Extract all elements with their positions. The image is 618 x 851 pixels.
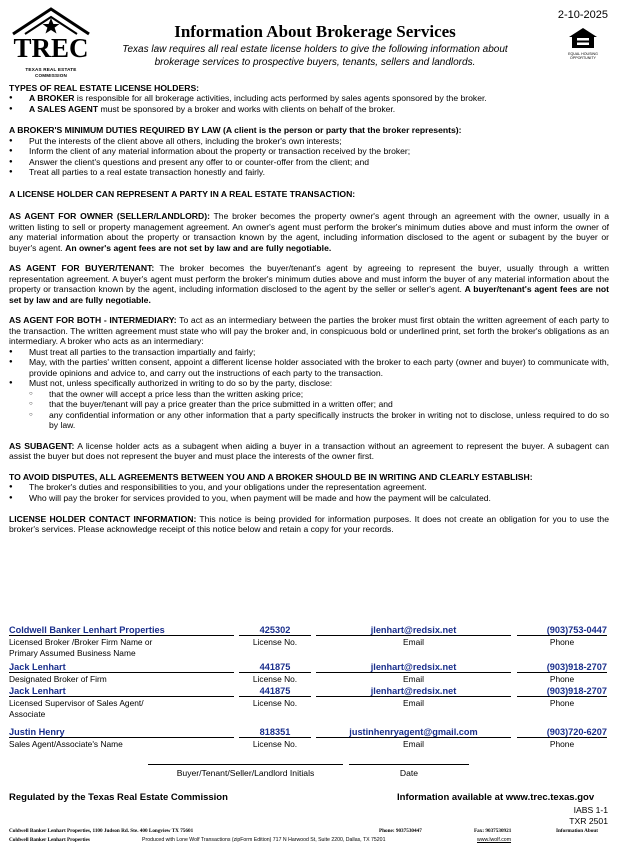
sales-agent-definition: must be sponsored by a broker and works with clients on behalf of the broker. bbox=[98, 103, 396, 114]
sub-list-item: ○ that the owner will accept a price less than the written asking price; bbox=[9, 389, 609, 399]
supervisor-label-1: Licensed Supervisor of Sales Agent/ bbox=[9, 698, 144, 708]
info-available: Information available at www.trec.texas.gov bbox=[397, 792, 595, 803]
buyer-agent-label: AS AGENT FOR BUYER/TENANT: bbox=[9, 263, 155, 274]
list-item: ● Answer the client's questions and present any offer to or counter-offer from the client; and bbox=[9, 157, 609, 167]
phone-label: Phone bbox=[549, 637, 575, 647]
table-row bbox=[9, 625, 609, 637]
house-roof-star-icon bbox=[9, 6, 93, 36]
represent-heading: A LICENSE HOLDER CAN REPRESENT A PARTY IN A REAL ESTATE TRANSACTION: bbox=[9, 188, 356, 199]
buyer-agent-text: The broker becomes the buyer/tenant's agent by agreeing to represent the buyer, usually through a written representation agreement. A buyer's agent must perform the broker's minimum duties above and must inform the buyer of any material information about the property or transaction known by the agent, including information disclosed to the agent by the seller or seller's agent. bbox=[9, 263, 610, 295]
types-heading: TYPES OF REAL ESTATE LICENSE HOLDERS: bbox=[9, 83, 200, 93]
form-date: 2-10-2025 bbox=[557, 9, 608, 21]
broker-term: A BROKER bbox=[29, 93, 75, 104]
initials-line[interactable] bbox=[148, 764, 343, 765]
list-item bbox=[9, 93, 609, 103]
subagent-paragraph bbox=[9, 441, 609, 462]
email-field[interactable]: jlenhart@redsix.net bbox=[316, 686, 511, 697]
list-item: ● The broker's duties and responsibilities to you, and your obligations under the representation agreement. bbox=[9, 482, 609, 492]
subagent-text: A license holder acts as a subagent when aiding a buyer in a transaction without an agreement to represent the buyer. A subagent can assist the buyer but does not represent the buyer and must place the interests of the owner first. bbox=[9, 440, 609, 462]
office-phone: Phone: 9037530447 bbox=[379, 828, 422, 834]
email-label: Email bbox=[403, 674, 424, 684]
license-label: License No. bbox=[252, 739, 298, 749]
broker-definition: is responsible for all brokerage activities, including acts performed by sales agents sponsored by the broker. bbox=[74, 93, 487, 104]
regulated-by: Regulated by the Texas Real Estate Commission bbox=[9, 792, 228, 803]
form-id-2: TXR 2501 bbox=[569, 816, 608, 826]
license-label: License No. bbox=[252, 674, 298, 684]
buyer-agent-paragraph bbox=[9, 263, 609, 305]
supervisor-field[interactable]: Jack Lenhart bbox=[9, 686, 234, 697]
disputes-heading: TO AVOID DISPUTES, ALL AGREEMENTS BETWEEN YOU AND A BROKER SHOULD BE IN WRITING AND CLEARLY ESTABLISH: bbox=[9, 471, 533, 482]
sub-list-item: ○ that the buyer/tenant will pay a price greater than the price submitted in a written offer; and bbox=[9, 399, 609, 409]
phone-label: Phone bbox=[549, 739, 575, 749]
list-item: ● Inform the client of any material information about the property or transaction received by the broker; bbox=[9, 146, 609, 156]
phone-field[interactable]: (903)918-2707 bbox=[517, 662, 607, 673]
sales-agent-term: A SALES AGENT bbox=[29, 103, 99, 114]
sub-list-item: ○ any confidential information or any other information that a party specifically instructs the broker in writing not to disclose, unless required to do so by law. bbox=[9, 410, 609, 431]
broker-firm-label-2: Primary Assumed Business Name bbox=[9, 648, 136, 658]
license-field[interactable]: 818351 bbox=[239, 727, 311, 738]
intermediary-label: AS AGENT FOR BOTH - INTERMEDIARY: bbox=[9, 315, 177, 326]
email-field[interactable]: jlenhart@redsix.net bbox=[316, 662, 511, 673]
owner-agent-label: AS AGENT FOR OWNER (SELLER/LANDLORD): bbox=[9, 211, 210, 222]
list-item: ● Must treat all parties to the transaction impartially and fairly; bbox=[9, 347, 609, 357]
office-address: Coldwell Banker Lenhart Properties, 1100 Judson Rd. Ste. 400 Longview TX 75601 bbox=[9, 828, 194, 834]
form-id-1: IABS 1-1 bbox=[573, 805, 608, 815]
email-label: Email bbox=[403, 637, 424, 647]
equal-housing-icon bbox=[568, 27, 598, 49]
list-item: ● Put the interests of the client above all others, including the broker's own interests; bbox=[9, 136, 609, 146]
contact-info-text: This notice is being provided for information purposes. It does not create an obligation for you to use the broker's services. Please acknowledge receipt of this notice below and retain a copy for your records. bbox=[9, 513, 609, 535]
produced-with: Produced with Lone Wolf Transactions (zipForm Edition) 717 N Harwood St, Suite 2200, Dallas, TX 75201 bbox=[142, 837, 386, 843]
sales-agent-field[interactable]: Justin Henry bbox=[9, 727, 234, 738]
broker-firm-label-1: Licensed Broker /Broker Firm Name or bbox=[9, 637, 153, 647]
license-label: License No. bbox=[252, 637, 298, 647]
intermediary-text: To act as an intermediary between the parties the broker must first obtain the written agreement of each party to the transaction. The written agreement must state who will pay the broker and, in conspicuous bold or underlined print, set forth the broker's obligations as an intermediary. A broker who acts as an intermediary: bbox=[9, 315, 609, 347]
phone-label: Phone bbox=[549, 674, 575, 684]
logo-mark: TREC bbox=[13, 33, 89, 63]
email-label: Email bbox=[403, 739, 424, 749]
document-name: Information About bbox=[556, 828, 598, 834]
buyer-agent-fees: A buyer/tenant's agent fees are not set by law and are fully negotiable. bbox=[9, 284, 609, 305]
subtitle-line-1: Texas law requires all real estate license holders to give the following information about bbox=[122, 44, 508, 55]
phone-field[interactable]: (903)753-0447 bbox=[517, 625, 607, 636]
license-field[interactable]: 441875 bbox=[239, 686, 311, 697]
list-item: ● May, with the parties' written consent, appoint a different license holder associated with the broker to each party (owner and buyer) to communicate with, provide opinions and advice to, and carry out the instructions of each party to the transaction. bbox=[9, 357, 609, 378]
page-subtitle bbox=[98, 43, 532, 69]
agent-office: Coldwell Banker Lenhart Properties bbox=[9, 837, 90, 843]
broker-firm-name-field[interactable]: Coldwell Banker Lenhart Properties bbox=[9, 625, 234, 636]
equal-housing-text-2: OPPORTUNITY bbox=[570, 56, 596, 61]
owner-agent-paragraph bbox=[9, 211, 609, 253]
owner-agent-text: The broker becomes the property owner's agent through an agreement with the owner, usually in a written listing to sell or property management agreement. An owner's agent must perform the broker's minimum duties above and must inform the owner of any material information about the property or transaction known by the agent, including information disclosed to the agent or subagent by the buyer or buyer's agent. bbox=[9, 211, 609, 253]
supervisor-label-2: Associate bbox=[9, 709, 46, 719]
license-label: License No. bbox=[252, 698, 298, 708]
subagent-label: AS SUBAGENT: bbox=[9, 440, 75, 451]
designated-broker-label: Designated Broker of Firm bbox=[9, 674, 107, 684]
phone-field[interactable]: (903)918-2707 bbox=[517, 686, 607, 697]
equal-housing-text-1: EQUAL HOUSING bbox=[568, 52, 598, 57]
office-fax: Fax: 9037530921 bbox=[474, 828, 512, 834]
list-item bbox=[9, 104, 609, 114]
license-field[interactable]: 441875 bbox=[239, 662, 311, 673]
license-field[interactable]: 425302 bbox=[239, 625, 311, 636]
list-item: ● Who will pay the broker for services provided to you, when payment will be made and how the payment will be calculated. bbox=[9, 493, 609, 503]
table-row bbox=[9, 662, 609, 674]
email-field[interactable]: jlenhart@redsix.net bbox=[316, 625, 511, 636]
date-label: Date bbox=[399, 768, 419, 778]
document-body bbox=[9, 83, 609, 535]
phone-field[interactable]: (903)720-6207 bbox=[517, 727, 607, 738]
equal-housing-logo bbox=[565, 27, 601, 60]
subtitle-line-2: brokerage services to prospective buyers, tenants, sellers and landlords. bbox=[154, 57, 476, 68]
designated-broker-field[interactable]: Jack Lenhart bbox=[9, 662, 234, 673]
sales-agent-label: Sales Agent/Associate's Name bbox=[9, 739, 123, 749]
intermediary-paragraph bbox=[9, 315, 609, 346]
duties-heading: A BROKER'S MINIMUM DUTIES REQUIRED BY LAW (A client is the person or party that the broker represents): bbox=[9, 125, 462, 136]
page-title: Information About Brokerage Services bbox=[174, 22, 456, 41]
trec-logo bbox=[9, 6, 93, 76]
initials-label: Buyer/Tenant/Seller/Landlord Initials bbox=[176, 768, 315, 778]
owner-agent-fees: An owner's agent fees are not set by law and are fully negotiable. bbox=[65, 242, 332, 253]
logo-subtext: TEXAS REAL ESTATE COMMISSION bbox=[25, 67, 77, 78]
table-row bbox=[9, 686, 609, 698]
phone-label: Phone bbox=[549, 698, 575, 708]
list-item: ● Treat all parties to a real estate transaction honestly and fairly. bbox=[9, 167, 609, 177]
list-item: ● Must not, unless specifically authorized in writing to do so by the party, disclose: bbox=[9, 378, 609, 388]
lwolf-link[interactable]: www.lwolf.com bbox=[477, 837, 512, 843]
email-label: Email bbox=[403, 698, 424, 708]
table-row bbox=[9, 727, 609, 739]
contact-info-paragraph bbox=[9, 514, 609, 535]
contact-info-label: LICENSE HOLDER CONTACT INFORMATION: bbox=[9, 513, 197, 524]
email-field[interactable]: justinhenryagent@gmail.com bbox=[316, 727, 511, 738]
date-line[interactable] bbox=[349, 764, 469, 765]
